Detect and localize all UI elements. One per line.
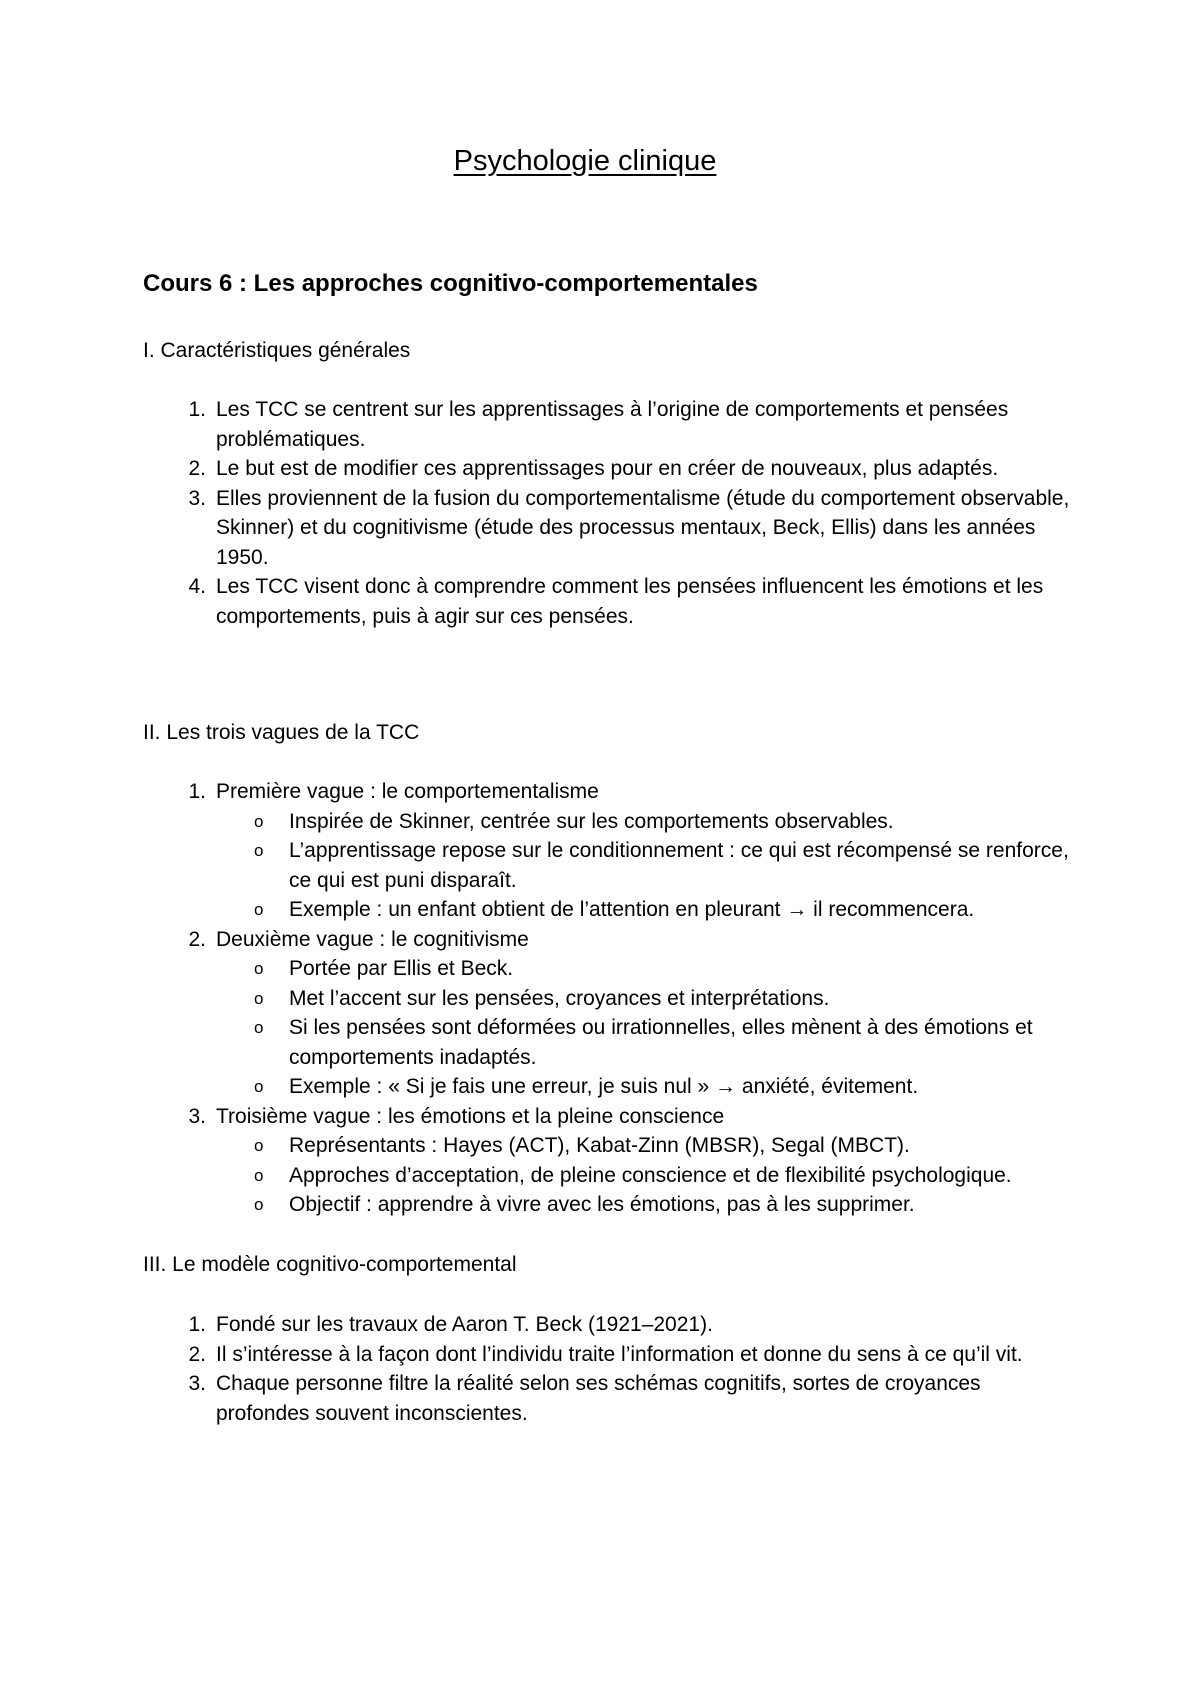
section-1-list [176,395,1076,631]
bullet-icon: o [254,900,264,919]
list-item-text: Chaque personne filtre la réalité selon ses schémas cognitifs, sortes de croyances profondes souvent inconscientes. [216,1372,981,1425]
list-number: 1. [188,398,206,421]
list-item [176,572,1076,631]
list-item-text: Deuxième vague : le cognitivisme [216,927,529,951]
bullet-icon: o [254,841,264,860]
sub-item-text: Inspirée de Skinner, centrée sur les comportements observables. [289,809,894,833]
list-item [176,925,1076,1102]
sub-item-text: Exemple : un enfant obtient de l’attention en pleurant → il recommencera. [289,898,975,921]
sub-item-text: Met l’accent sur les pensées, croyances et interprétations. [289,986,830,1010]
list-item-text: Les TCC se centrent sur les apprentissages à l’origine de comportements et pensées problématiques. [216,398,1009,451]
bullet-icon: o [254,1018,264,1037]
list-item-text: Le but est de modifier ces apprentissages pour en créer de nouveaux, plus adaptés. [216,457,999,480]
sub-list-item [216,895,1076,925]
sub-item-text: L’apprentissage repose sur le conditionnement : ce qui est récompensé se renforce, ce qui est puni disparaît. [289,839,1069,892]
sub-list-item [216,807,1076,837]
list-number: 4. [188,575,206,598]
list-item-text: Troisième vague : les émotions et la pleine conscience [216,1104,725,1128]
list-item [176,484,1076,573]
sub-list-item [216,1013,1076,1072]
sub-list-item [216,1190,1076,1220]
sub-item-text: Exemple : « Si je fais une erreur, je suis nul » → anxiété, évitement. [289,1075,919,1098]
list-item-text: Première vague : le comportementalisme [216,780,599,803]
section-2-list [176,777,1076,1220]
page-title: Psychologie clinique [453,145,717,177]
list-number: 1. [188,780,206,803]
list-item [176,1102,1076,1220]
list-number: 2. [188,457,206,480]
sub-list-item [216,1161,1076,1191]
bullet-icon: o [254,1195,264,1214]
bullet-icon: o [254,1136,264,1155]
sub-item-text: Si les pensées sont déformées ou irrationnelles, elles mènent à des émotions et comportements inadaptés. [289,1016,1033,1069]
section-heading-1: I. Caractéristiques générales [143,339,411,362]
sub-list-item [216,836,1076,895]
sub-list [216,954,1076,1102]
section-3-list [176,1310,1076,1428]
sub-item-text: Portée par Ellis et Beck. [289,957,514,980]
sub-item-text: Objectif : apprendre à vivre avec les émotions, pas à les supprimer. [289,1193,915,1216]
sub-list-item [216,954,1076,984]
list-number: 1. [188,1313,206,1336]
list-item [176,1310,1076,1340]
list-item [176,454,1076,484]
list-item-text: Il s’intéresse à la façon dont l’individu traite l’information et donne du sens à ce qu’il vit. [216,1342,1023,1366]
bullet-icon: o [254,811,264,831]
list-item [176,777,1076,925]
section-heading-3: III. Le modèle cognitivo-comportemental [143,1253,517,1276]
list-number: 2. [188,1342,206,1366]
list-item-text: Fondé sur les travaux de Aaron T. Beck (1921–2021). [216,1313,713,1336]
sub-list-item [216,1072,1076,1102]
list-number: 3. [188,1104,206,1128]
course-title: Cours 6 : Les approches cognitivo-comportementales [143,270,758,297]
list-number: 2. [188,927,206,951]
sub-list-item [216,1131,1076,1161]
sub-list [216,1131,1076,1220]
list-item [176,395,1076,454]
list-number: 3. [188,1372,206,1395]
bullet-icon: o [254,988,264,1008]
list-item [176,1340,1076,1370]
bullet-icon: o [254,1077,264,1096]
list-item-text: Elles proviennent de la fusion du comportementalisme (étude du comportement observable, Skinner) et du cognitivisme (étude des processus mentaux, Beck, Ellis) dans les années 1950. [216,486,1070,569]
list-number: 3. [188,486,206,510]
sub-item-text: Approches d’acceptation, de pleine conscience et de flexibilité psychologique. [289,1163,1012,1187]
sub-list [216,807,1076,925]
sub-item-text: Représentants : Hayes (ACT), Kabat-Zinn (MBSR), Segal (MBCT). [289,1134,910,1157]
bullet-icon: o [254,1165,264,1185]
list-item-text: Les TCC visent donc à comprendre comment les pensées influencent les émotions et les comportements, puis à agir sur ces pensées. [216,575,1044,628]
list-item [176,1369,1076,1428]
section-heading-2: II. Les trois vagues de la TCC [143,721,420,744]
bullet-icon: o [254,959,264,978]
sub-list-item [216,984,1076,1014]
